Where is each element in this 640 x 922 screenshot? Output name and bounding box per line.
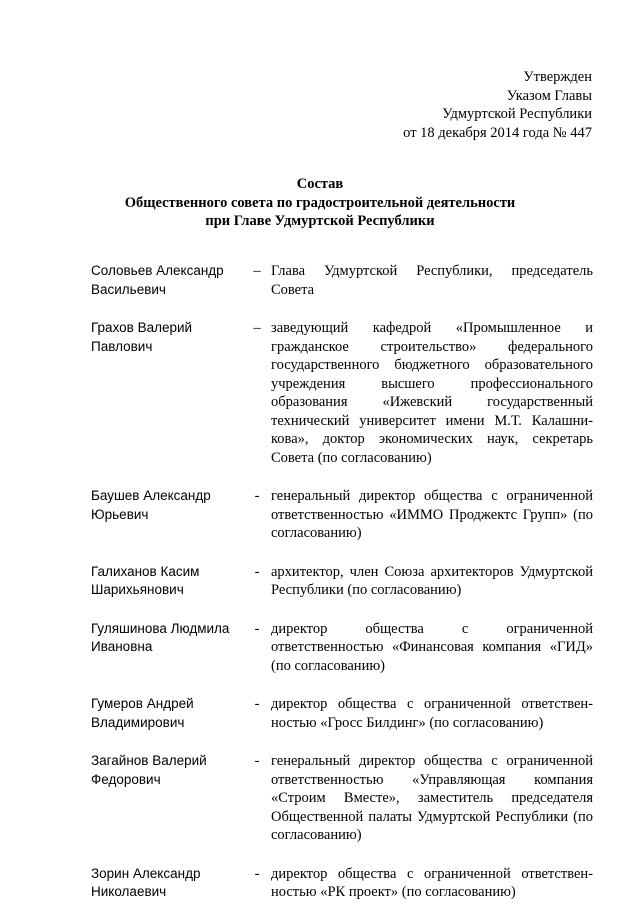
member-name (91, 563, 243, 600)
member-dash: - (254, 563, 260, 580)
approval-line: от 18 декабря 2014 года № 447 (403, 124, 592, 141)
member-description: Глава Удмуртской Республики, председатель Совета (271, 263, 593, 298)
members-list (91, 262, 593, 922)
member-surname-first: Гуляшинова Людмила (91, 620, 230, 636)
member-dash: – (253, 320, 261, 336)
approval-block (403, 68, 592, 142)
member-patronymic: Владимирович (91, 714, 185, 730)
heading-line: Состав (296, 176, 344, 192)
member-entry (91, 865, 593, 902)
member-patronymic: Ивановна (91, 639, 153, 654)
member-name (91, 695, 243, 732)
member-surname-first: Галиханов Касим (91, 563, 200, 579)
member-name (91, 620, 243, 676)
member-entry (91, 695, 593, 732)
member-surname-first: Гумеров Андрей (91, 696, 194, 711)
member-description: генеральный директор общества с ограниченной ответственностью «Управляющая компания «Строим Вместе», заместитель председателя Общественной палаты Удмуртской Республики (по согласованию) (271, 753, 593, 843)
approval-line: Указом Главы (506, 87, 592, 104)
member-name (91, 752, 243, 845)
member-entry (91, 620, 593, 676)
heading-line: Общественного совета по градостроительной деятельности (124, 194, 516, 211)
approval-line: Утвержден (523, 69, 592, 85)
member-surname-first: Зорин Александр (91, 865, 201, 881)
member-surname-first: Загайнов Валерий (91, 753, 207, 768)
member-dash: - (254, 865, 260, 882)
member-dash: – (253, 263, 261, 279)
heading-line: при Главе Удмуртской Республики (205, 213, 435, 229)
member-dash: - (254, 620, 260, 637)
member-patronymic: Федорович (91, 771, 161, 787)
member-dash: - (254, 753, 260, 769)
member-name (91, 319, 243, 467)
member-description: директор общества с ограниченной ответствен-ностью «Гросс Билдинг» (по согласованию) (271, 696, 593, 731)
member-name (91, 487, 243, 543)
member-patronymic: Шарихьянович (91, 582, 184, 597)
member-patronymic: Николаевич (91, 884, 167, 899)
member-surname-first: Баушев Александр (91, 488, 211, 503)
member-description: архитектор, член Союза архитекторов Удмуртской Республики (по согласованию) (271, 563, 593, 598)
member-entry (91, 563, 593, 600)
approval-line: Удмуртской Республики (442, 106, 592, 122)
member-name (91, 262, 243, 299)
member-dash: - (254, 488, 260, 504)
member-patronymic: Васильевич (91, 281, 166, 297)
member-description: генеральный директор общества с ограниченной ответственностью «ИММО Проджектс Групп» (по согласованию) (271, 488, 593, 541)
member-patronymic: Павлович (91, 338, 153, 354)
member-description: заведующий кафедрой «Промышленное и гражданское строительство» федерального государственного бюджетного образовательного учреждения высшего профессионального образования «Ижевский государственный технический университет имени М.Т. Калашни-кова», доктор экономических наук, секретарь Совета (по согласованию) (271, 320, 593, 466)
document-heading (0, 175, 640, 231)
member-patronymic: Юрьевич (91, 506, 149, 522)
member-entry (91, 262, 593, 299)
member-dash: - (254, 696, 260, 712)
member-surname-first: Соловьев Александр (91, 263, 224, 278)
member-surname-first: Грахов Валерий (91, 320, 193, 335)
member-description: директор общества с ограниченной ответствен-ностью «РК проект» (по согласованию) (271, 865, 593, 900)
member-entry (91, 319, 593, 467)
member-entry (91, 752, 593, 845)
member-description: директор общества с ограниченной ответственностью «Финансовая компания «ГИД» (по согласованию) (271, 620, 593, 674)
member-name (91, 865, 243, 902)
member-entry (91, 487, 593, 543)
